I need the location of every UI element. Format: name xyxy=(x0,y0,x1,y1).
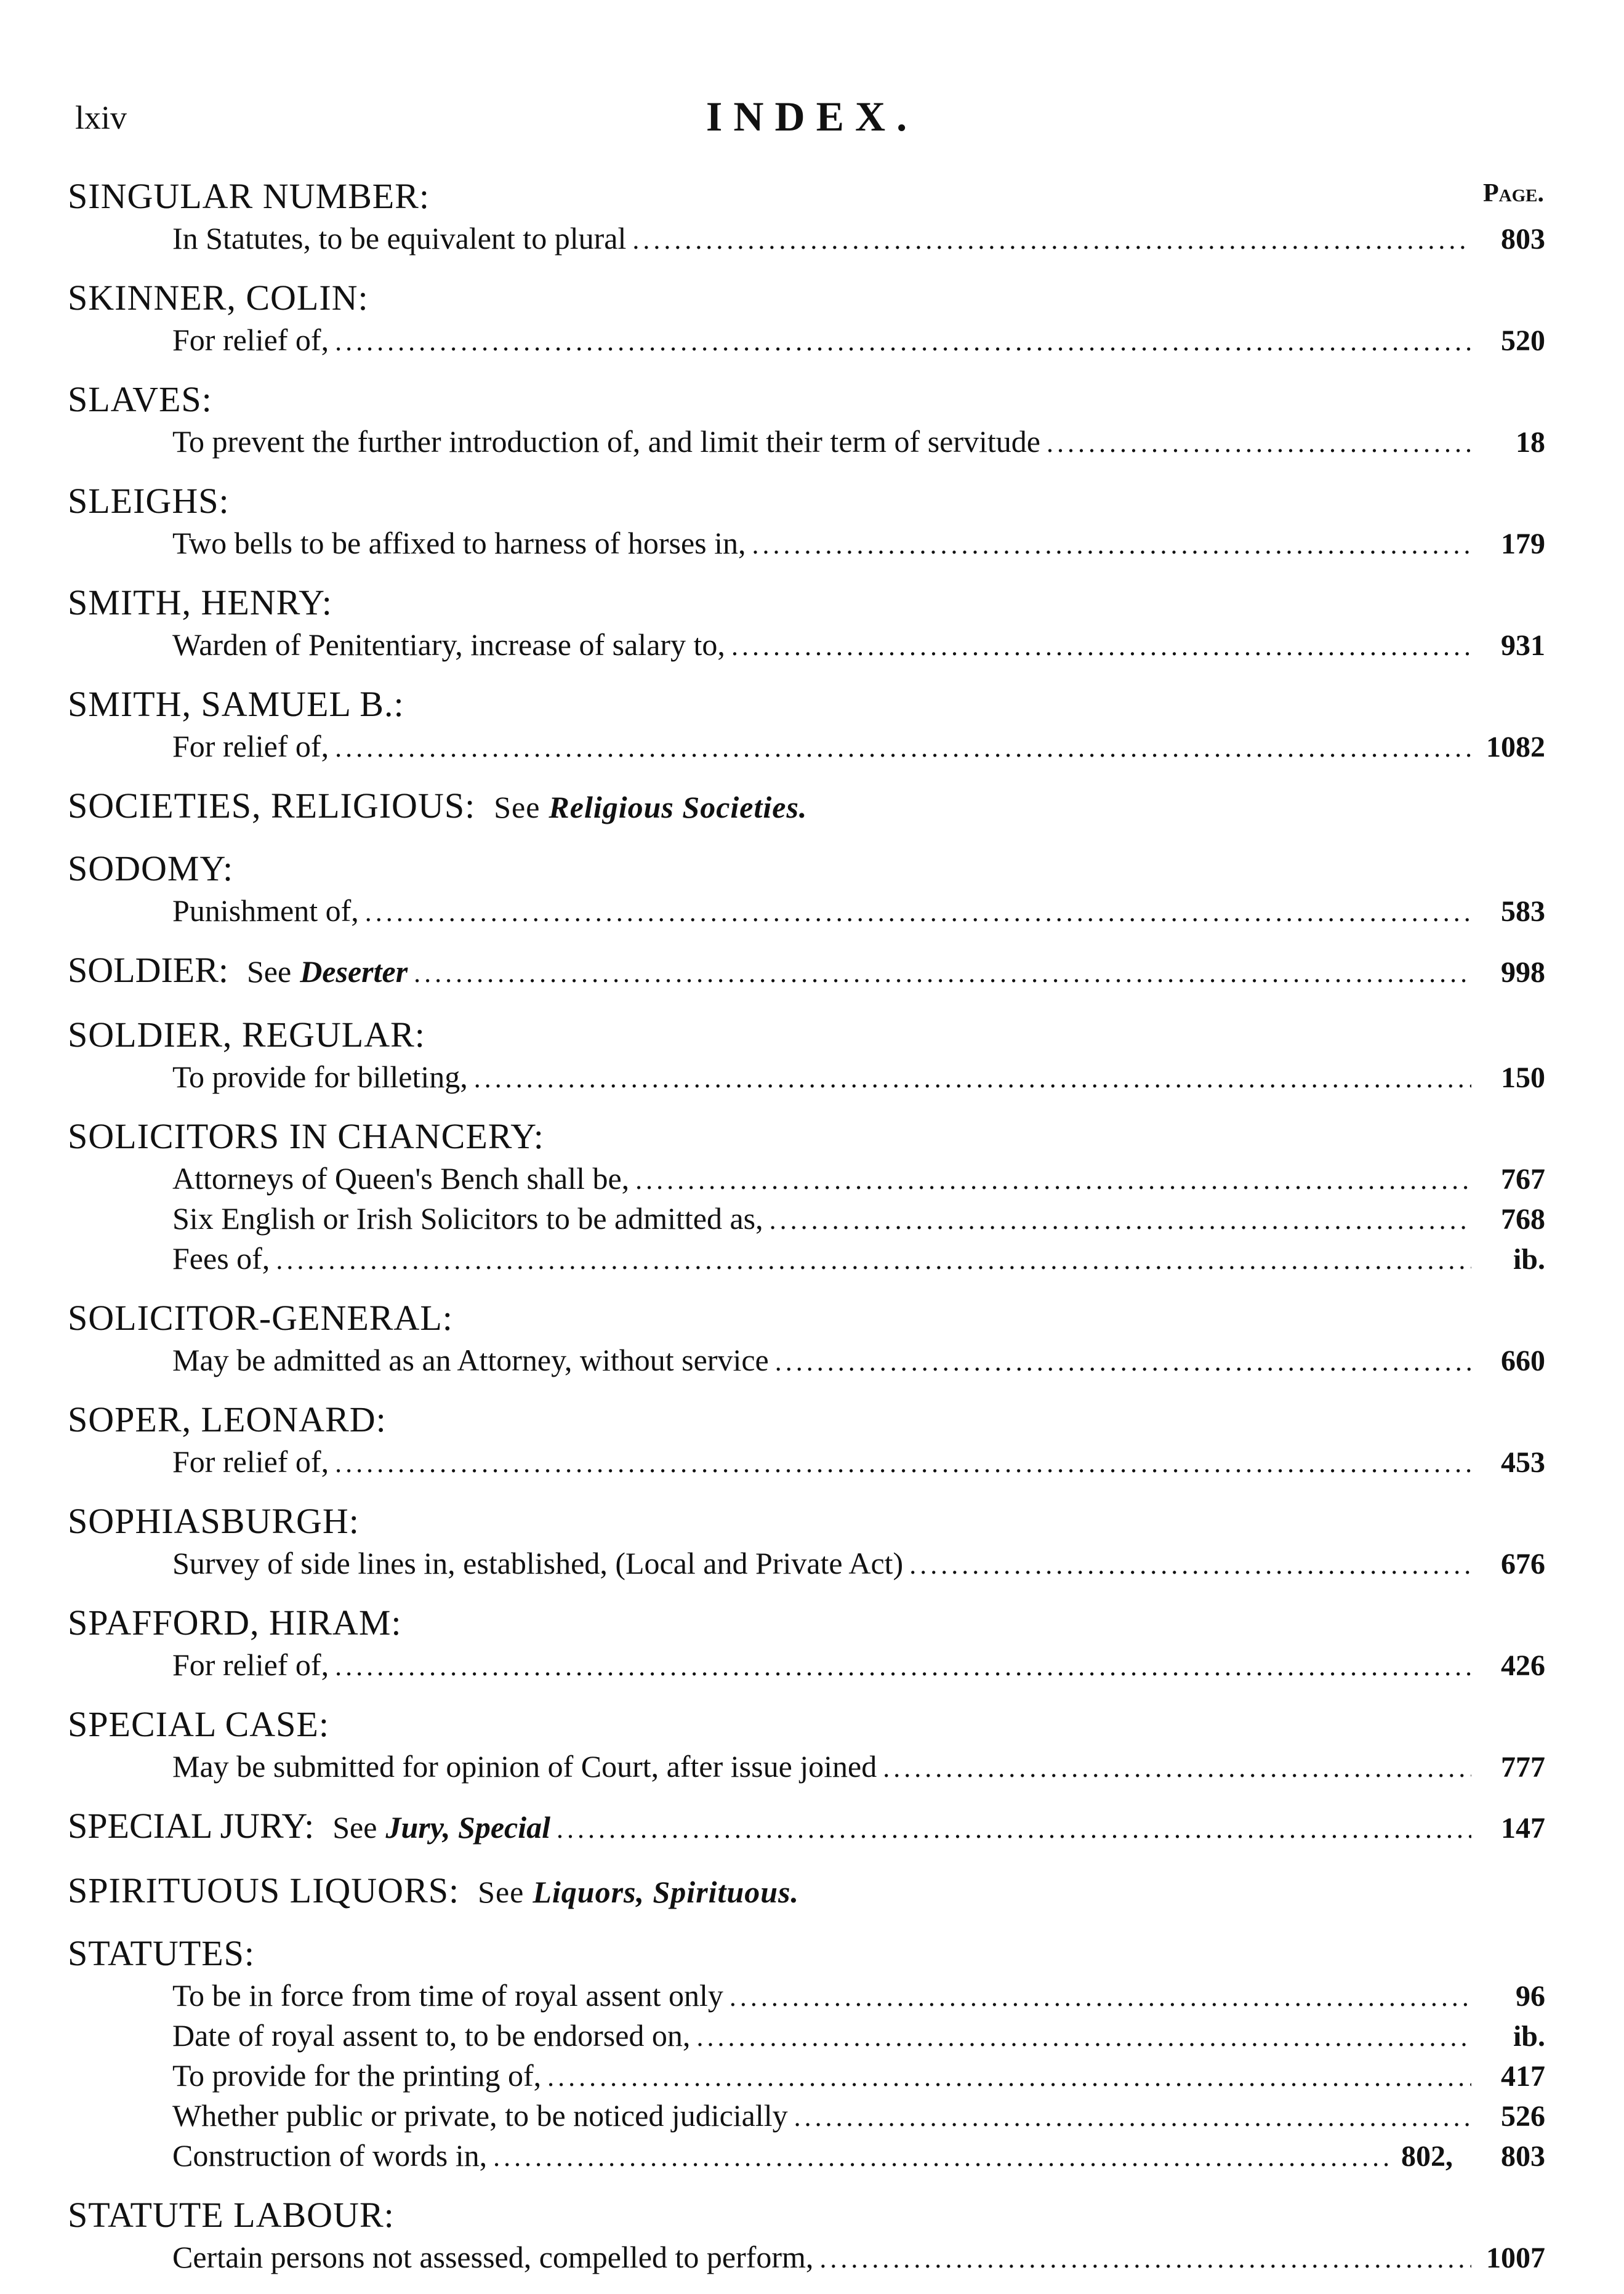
index-subentry xyxy=(68,891,1545,932)
index-entry-heading xyxy=(68,1499,1545,1544)
index-entry-heading xyxy=(68,846,1545,891)
index-entry xyxy=(68,580,1545,666)
index-entry-heading xyxy=(68,682,1545,727)
index-entries xyxy=(68,174,1545,2294)
page-header xyxy=(0,92,1624,142)
index-entry-heading xyxy=(68,1295,1545,1341)
subentry-text: Warden of Penitentiary, increase of salary to, xyxy=(172,627,725,662)
heading-label: SOLDIER: xyxy=(68,950,228,990)
dot-leader xyxy=(547,2058,1471,2096)
dot-leader xyxy=(335,1444,1471,1483)
index-entry xyxy=(68,1803,1545,1852)
index-entry-heading xyxy=(68,1702,1545,1747)
index-entry xyxy=(68,846,1545,932)
dot-leader xyxy=(909,1546,1471,1584)
dot-leader xyxy=(883,1749,1471,1787)
heading-label: SMITH, SAMUEL B.: xyxy=(68,684,404,724)
index-entry-heading xyxy=(68,948,1545,996)
subentry-text: For relief of, xyxy=(172,323,329,357)
index-subentry xyxy=(68,1976,1545,2016)
index-entry xyxy=(68,1499,1545,1584)
index-entry-heading xyxy=(68,580,1545,626)
index-subentry xyxy=(68,2016,1545,2056)
index-entry-heading xyxy=(68,377,1545,422)
page-reference: 150 xyxy=(1501,1061,1545,1094)
dot-leader xyxy=(335,1648,1471,1686)
index-entry-heading xyxy=(68,1600,1545,1646)
index-subentry xyxy=(68,1159,1545,1199)
index-entry xyxy=(68,1012,1545,1098)
heading-label: SMITH, HENRY: xyxy=(68,582,332,622)
subentry-text: Attorneys of Queen's Bench shall be, xyxy=(172,1161,630,1196)
cross-reference: Religious Societies. xyxy=(549,790,808,824)
index-subentry xyxy=(68,2136,1545,2176)
index-subentry xyxy=(68,727,1545,767)
page-reference: 1007 xyxy=(1486,2242,1545,2274)
index-entry xyxy=(68,174,1545,259)
index-subentry xyxy=(68,219,1545,259)
index-entry-heading xyxy=(68,478,1545,524)
dot-leader xyxy=(557,1806,1471,1852)
cross-reference: Deserter xyxy=(300,954,408,989)
subentry-text: For relief of, xyxy=(172,729,329,763)
dot-leader xyxy=(632,221,1471,259)
subentry-text: May be admitted as an Attorney, without service xyxy=(172,1343,769,1377)
subentry-text: Two bells to be affixed to harness of horses in, xyxy=(172,526,746,560)
extra-page-reference: 802, xyxy=(1401,2140,1453,2173)
heading-label: SPIRITUOUS LIQUORS: xyxy=(68,1870,460,1910)
heading-text xyxy=(68,948,408,994)
cross-reference: Jury, Special xyxy=(385,1810,551,1845)
index-entry xyxy=(68,1397,1545,1483)
page-reference: 777 xyxy=(1501,1751,1545,1784)
heading-label: SOLICITOR-GENERAL: xyxy=(68,1298,453,1338)
index-entry-heading xyxy=(68,275,1545,321)
heading-label: SODOMY: xyxy=(68,848,234,888)
page-reference: 767 xyxy=(1501,1163,1545,1196)
subentry-text: May be submitted for opinion of Court, after issue joined xyxy=(172,1749,877,1784)
dot-leader xyxy=(752,526,1472,564)
page-reference: 660 xyxy=(1501,1345,1545,1377)
index-subentry xyxy=(68,1747,1545,1787)
index-subentry xyxy=(68,626,1545,666)
heading-label: SLEIGHS: xyxy=(68,481,230,521)
dot-leader xyxy=(1047,424,1471,462)
heading-label: SPECIAL CASE: xyxy=(68,1704,329,1744)
index-subentry xyxy=(68,422,1545,462)
page-reference: 526 xyxy=(1501,2100,1545,2133)
heading-label: SLAVES: xyxy=(68,379,212,419)
index-entry-heading xyxy=(68,1114,1545,1159)
dot-leader xyxy=(770,1201,1471,1239)
see-prefix: See xyxy=(494,790,541,824)
heading-label: SOLICITORS IN CHANCERY: xyxy=(68,1116,544,1156)
dot-leader xyxy=(730,1978,1471,2016)
index-subentry xyxy=(68,1239,1545,1279)
index-subentry xyxy=(68,1443,1545,1483)
dot-leader xyxy=(335,323,1471,361)
index-subentry xyxy=(68,524,1545,564)
subentry-text: For relief of, xyxy=(172,1444,329,1479)
subentry-text: Six English or Irish Solicitors to be admitted as, xyxy=(172,1201,763,1236)
subentry-text: Certain persons not assessed, compelled to perform, xyxy=(172,2240,814,2274)
subentry-text: In Statutes, to be equivalent to plural xyxy=(172,221,627,256)
page-title: INDEX. xyxy=(705,93,919,140)
index-entry xyxy=(68,1931,1545,2176)
page-reference: 803 xyxy=(1501,223,1545,256)
page-reference: 147 xyxy=(1501,1812,1545,1845)
heading-label: SOPHIASBURGH: xyxy=(68,1501,360,1541)
index-entry xyxy=(68,948,1545,996)
page-reference: 768 xyxy=(1501,1203,1545,1236)
heading-label: SOPER, LEONARD: xyxy=(68,1399,387,1439)
index-entry-heading xyxy=(68,174,1545,219)
heading-label: SPAFFORD, HIRAM: xyxy=(68,1603,402,1643)
subentry-text: To provide for billeting, xyxy=(172,1060,468,1094)
subentry-text: Whether public or private, to be noticed judicially xyxy=(172,2098,788,2133)
page-reference: 998 xyxy=(1501,956,1545,989)
index-entry-heading xyxy=(68,783,1545,830)
page-reference: 803 xyxy=(1501,2140,1545,2173)
index-entry xyxy=(68,275,1545,361)
index-entry-heading xyxy=(68,1868,1545,1915)
page-reference: 417 xyxy=(1501,2060,1545,2093)
index-subentry xyxy=(68,321,1545,361)
page-reference: ib. xyxy=(1513,1243,1545,1276)
page-number: lxiv xyxy=(75,99,127,136)
dot-leader xyxy=(276,1241,1471,1279)
heading-label: SPECIAL JURY: xyxy=(68,1806,315,1846)
see-prefix: See xyxy=(247,954,292,989)
subentry-text: Construction of words in, xyxy=(172,2138,488,2173)
subentry-text: Date of royal assent to, to be endorsed on, xyxy=(172,2018,691,2053)
index-entry xyxy=(68,1600,1545,1686)
page-reference: 931 xyxy=(1501,629,1545,662)
page-reference: 453 xyxy=(1501,1446,1545,1479)
dot-leader xyxy=(731,627,1471,666)
index-entry-heading xyxy=(68,1397,1545,1443)
cross-reference: Liquors, Spirituous. xyxy=(533,1875,800,1909)
page-reference: 520 xyxy=(1501,324,1545,357)
page-reference: 426 xyxy=(1501,1649,1545,1682)
index-entry xyxy=(68,1114,1545,1279)
heading-label: STATUTES: xyxy=(68,1933,255,1973)
see-prefix: See xyxy=(478,1875,525,1909)
subentry-text: Fees of, xyxy=(172,1241,270,1276)
dot-leader xyxy=(474,1060,1471,1098)
index-entry xyxy=(68,2192,1545,2278)
heading-label: SKINNER, COLIN: xyxy=(68,278,369,318)
dot-leader xyxy=(414,951,1471,996)
index-entry-heading xyxy=(68,1012,1545,1058)
page-reference: 18 xyxy=(1516,426,1545,459)
page-reference: 1082 xyxy=(1486,731,1545,763)
dot-leader xyxy=(696,2018,1471,2056)
index-entry-heading xyxy=(68,1803,1545,1852)
page-reference: 179 xyxy=(1501,528,1545,560)
index-subentry xyxy=(68,1646,1545,1686)
see-prefix: See xyxy=(332,1810,377,1845)
page-column-label: Page. xyxy=(1483,179,1544,207)
index-entry xyxy=(68,478,1545,564)
index-entry-heading xyxy=(68,2192,1545,2238)
index-entry xyxy=(68,682,1545,767)
index-subentry xyxy=(68,1058,1545,1098)
subentry-text: To prevent the further introduction of, and limit their term of servitude xyxy=(172,424,1040,459)
page-reference: 96 xyxy=(1516,1980,1545,2013)
subentry-text: To be in force from time of royal assent only xyxy=(172,1978,723,2013)
index-subentry xyxy=(68,1544,1545,1584)
index-entry xyxy=(68,377,1545,462)
index-subentry xyxy=(68,1341,1545,1381)
index-entry-heading xyxy=(68,1931,1545,1976)
heading-label: STATUTE LABOUR: xyxy=(68,2195,395,2235)
heading-text xyxy=(68,1803,550,1850)
heading-label: SOCIETIES, RELIGIOUS: xyxy=(68,786,476,826)
heading-label: SOLDIER, REGULAR: xyxy=(68,1015,425,1055)
dot-leader xyxy=(335,729,1471,767)
dot-leader xyxy=(775,1343,1471,1381)
heading-label: SINGULAR NUMBER: xyxy=(68,176,430,216)
dot-leader xyxy=(365,893,1471,932)
index-entry xyxy=(68,1702,1545,1787)
dot-leader xyxy=(635,1161,1471,1199)
dot-leader xyxy=(493,2138,1395,2176)
page-reference: 583 xyxy=(1501,895,1545,928)
index-subentry xyxy=(68,2238,1545,2278)
index-entry xyxy=(68,1868,1545,1915)
page-reference: 676 xyxy=(1501,1548,1545,1580)
subentry-text: Punishment of, xyxy=(172,893,359,928)
subentry-text: Survey of side lines in, established, (Local and Private Act) xyxy=(172,1546,904,1580)
subentry-text: To provide for the printing of, xyxy=(172,2058,542,2093)
page-reference: ib. xyxy=(1513,2020,1545,2053)
index-subentry xyxy=(68,1199,1545,1239)
index-subentry xyxy=(68,2096,1545,2136)
dot-leader xyxy=(794,2098,1471,2136)
index-entry xyxy=(68,1295,1545,1381)
dot-leader xyxy=(819,2240,1471,2278)
index-subentry xyxy=(68,2056,1545,2096)
index-entry xyxy=(68,783,1545,830)
subentry-text: For relief of, xyxy=(172,1648,329,1682)
